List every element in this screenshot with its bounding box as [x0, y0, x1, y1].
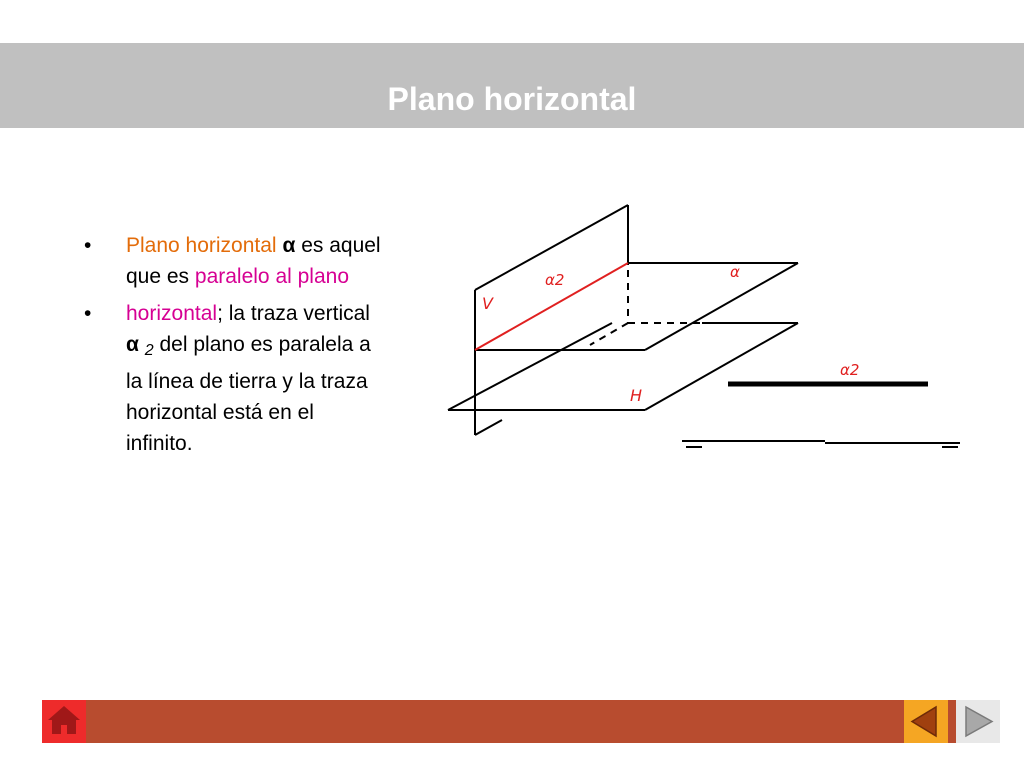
- footer-bar: [42, 700, 956, 743]
- label-vertical-plane: V: [482, 294, 493, 313]
- plane-diagram: [440, 195, 970, 465]
- bullet-item-2: [84, 298, 384, 459]
- bullet-2-term: horizontal: [126, 302, 218, 325]
- hidden-edges: [590, 270, 700, 345]
- bullet-item-1: [84, 230, 384, 292]
- bullet-1-highlight: paralelo al plano: [194, 265, 350, 288]
- bullet-list: [84, 230, 384, 465]
- label-alpha2-projection: α2: [840, 361, 860, 379]
- previous-slide-button[interactable]: [904, 700, 948, 743]
- home-button[interactable]: [42, 700, 86, 743]
- bullet-1-alpha: α: [282, 234, 296, 257]
- bullet-2-text-a: ; la traza vertical: [217, 302, 370, 325]
- plane-alpha: [475, 263, 798, 350]
- vertical-plane: [475, 205, 628, 435]
- bullet-2-subscript: 2: [144, 342, 154, 359]
- home-icon: [42, 700, 86, 743]
- page-title: Plano horizontal: [387, 81, 637, 117]
- next-slide-button[interactable]: [956, 700, 1000, 743]
- bullet-marker: •: [84, 234, 92, 257]
- bullet-2-alpha: α: [126, 333, 139, 356]
- bullet-1-term: Plano horizontal: [126, 234, 283, 257]
- bullet-2-text-b: del plano es paralela a la línea de tierra y la traza horizontal está en el infinito.: [126, 333, 371, 455]
- label-horizontal-plane: H: [630, 386, 643, 405]
- ground-line: [682, 441, 960, 447]
- label-alpha-plane: α: [730, 263, 740, 281]
- triangle-right-icon: [956, 700, 1000, 743]
- bullet-1-text: es aquel que es: [126, 234, 381, 288]
- bullet-marker: •: [84, 302, 92, 325]
- triangle-left-icon: [904, 700, 948, 743]
- label-alpha2-plane: α2: [545, 271, 565, 289]
